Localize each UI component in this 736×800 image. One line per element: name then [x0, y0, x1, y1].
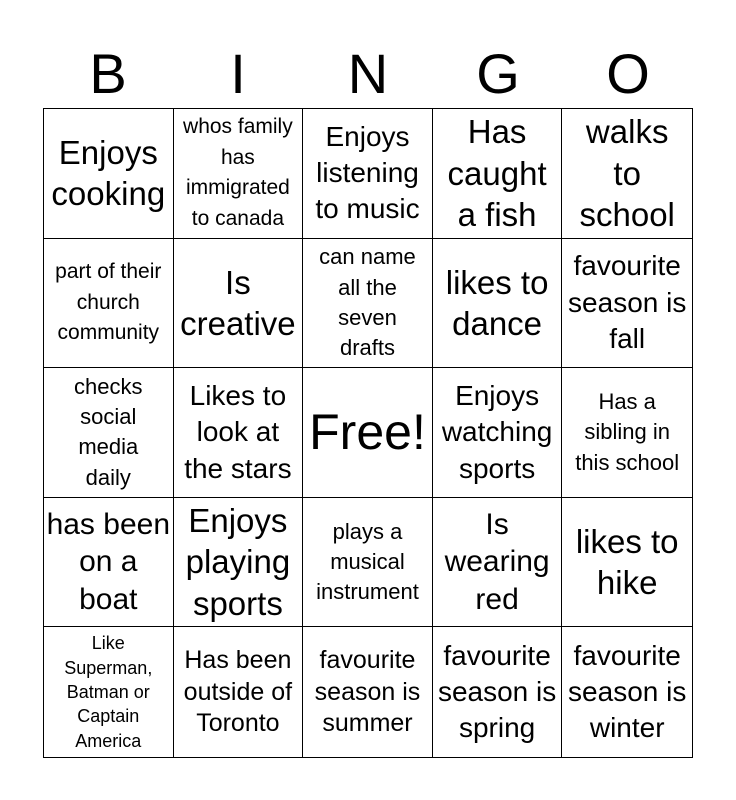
cell-text: plays a musical instrument	[316, 518, 419, 605]
cell-text: likes to hike	[575, 522, 679, 602]
bingo-cell-r1c3[interactable]	[303, 109, 433, 239]
bingo-cell-r5c4[interactable]	[433, 627, 563, 757]
cell-text: Is wearing red	[444, 507, 550, 616]
cell-text: walks to school	[579, 113, 675, 233]
bingo-cell-r2c3[interactable]	[303, 239, 433, 369]
cell-text: Enjoys cooking	[51, 134, 166, 213]
cell-text: checks social media daily	[74, 373, 143, 490]
bingo-cell-r5c2[interactable]	[174, 627, 304, 757]
cell-text: can name all the seven drafts	[319, 244, 416, 361]
bingo-cell-r3c2[interactable]	[174, 368, 304, 498]
cell-text: favourite season is fall	[568, 250, 687, 355]
bingo-cell-r5c5[interactable]	[562, 627, 692, 757]
header-letter-b: B	[89, 42, 127, 105]
bingo-cell-r4c2[interactable]	[174, 498, 304, 628]
cell-text: whos family has immigrated to canada	[183, 115, 293, 230]
bingo-cell-r3c1[interactable]	[44, 368, 174, 498]
bingo-cell-r2c2[interactable]	[174, 239, 304, 369]
header-letter-o: O	[606, 42, 650, 105]
cell-text: Like Superman, Batman or Captain America	[64, 633, 153, 751]
cell-text: Has been outside of Toronto	[183, 646, 293, 737]
free-space[interactable]	[303, 368, 433, 498]
cell-text: favourite season is spring	[437, 639, 557, 744]
cell-text: Likes to look at the stars	[184, 379, 292, 484]
bingo-cell-r4c1[interactable]	[44, 498, 174, 628]
bingo-cell-r4c3[interactable]	[303, 498, 433, 628]
bingo-cell-r5c1[interactable]	[44, 627, 174, 757]
bingo-cell-r1c2[interactable]	[174, 109, 304, 239]
bingo-cell-r2c4[interactable]	[433, 239, 563, 369]
cell-text: likes to dance	[445, 263, 549, 342]
bingo-cell-r1c4[interactable]	[433, 109, 563, 239]
bingo-cell-r3c5[interactable]	[562, 368, 692, 498]
header-letter-i: I	[230, 42, 246, 105]
cell-text: favourite season is winter	[568, 639, 687, 744]
cell-text: favourite season is summer	[314, 646, 421, 737]
bingo-cell-r1c5[interactable]	[562, 109, 692, 239]
bingo-cell-r2c5[interactable]	[562, 239, 692, 369]
bingo-header	[43, 40, 693, 108]
bingo-cell-r1c1[interactable]	[44, 109, 174, 239]
cell-text: Enjoys playing sports	[185, 502, 291, 622]
cell-text: Is creative	[180, 263, 296, 342]
bingo-cell-r4c4[interactable]	[433, 498, 563, 628]
cell-text: Has caught a fish	[447, 113, 547, 233]
cell-text: part of their church community	[55, 260, 162, 345]
cell-text: has been on a boat	[46, 507, 171, 616]
header-letter-g: G	[476, 42, 520, 105]
cell-text: Has a sibling in this school	[575, 388, 680, 475]
free-space-label: Free!	[309, 403, 426, 460]
cell-text: Enjoys listening to music	[315, 120, 420, 225]
bingo-cell-r4c5[interactable]	[562, 498, 692, 628]
bingo-cell-r3c4[interactable]	[433, 368, 563, 498]
header-letter-n: N	[347, 42, 389, 105]
bingo-cell-r2c1[interactable]	[44, 239, 174, 369]
bingo-cell-r5c3[interactable]	[303, 627, 433, 757]
bingo-board	[43, 108, 693, 758]
cell-text: Enjoys watching sports	[441, 379, 553, 484]
